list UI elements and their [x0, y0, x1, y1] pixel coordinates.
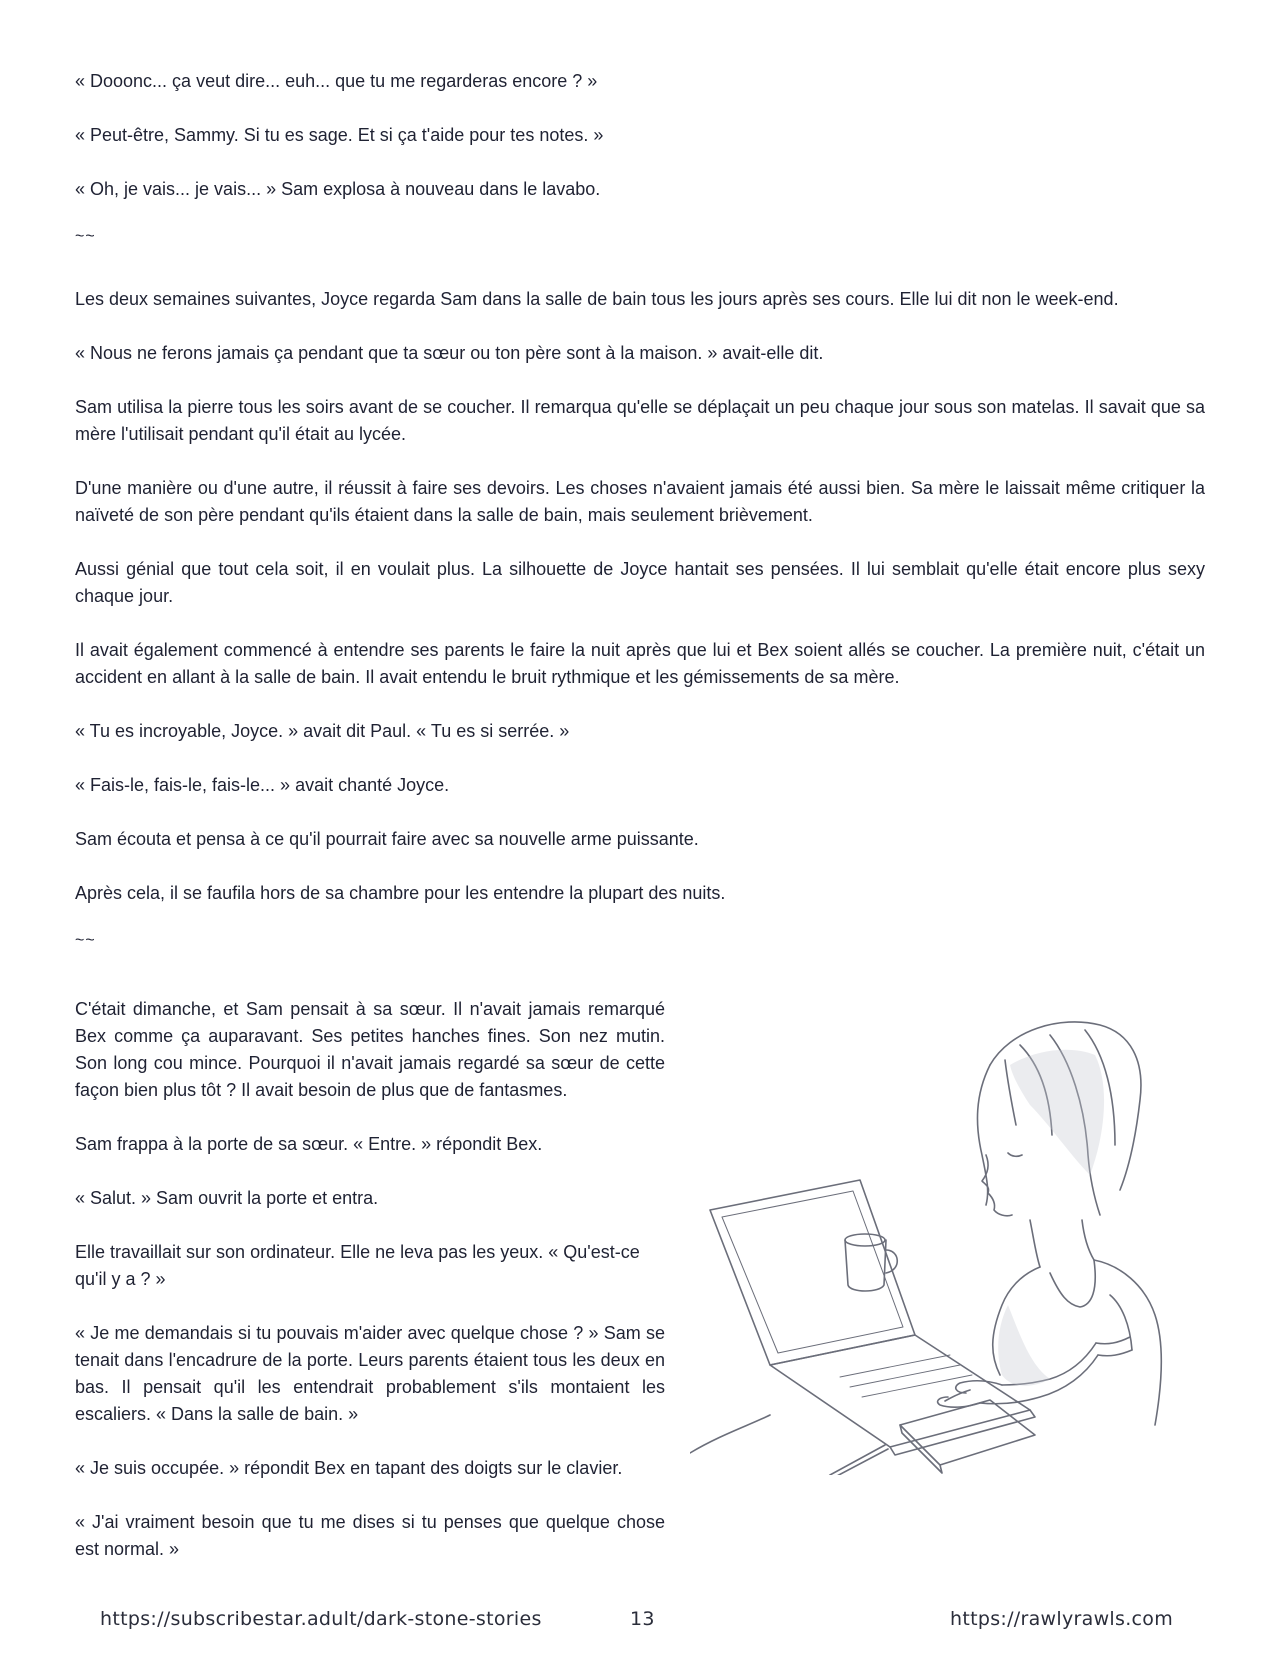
paragraph: Les deux semaines suivantes, Joyce regarda Sam dans la salle de bain tous les jours après ses cours. Elle lui dit non le week-end. [75, 289, 1119, 309]
paragraph: Sam frappa à la porte de sa sœur. « Entre. » répondit Bex. [75, 1134, 543, 1154]
paragraph: « Je me demandais si tu pouvais m'aider avec quelque chose ? » Sam se tenait dans l'encadrure de la porte. Leurs parents étaient tous les deux en bas. Il pensait qu'il les entendrait probablement s'ils montaient les escaliers. « Dans la salle de bain. » [75, 1323, 665, 1424]
paragraph: « Fais-le, fais-le, fais-le... » avait chanté Joyce. [75, 775, 450, 795]
paragraph: Aussi génial que tout cela soit, il en voulait plus. La silhouette de Joyce hantait ses pensées. Il lui semblait qu'elle était encore plus sexy chaque jour. [75, 559, 1205, 606]
paragraph: « Tu es incroyable, Joyce. » avait dit Paul. « Tu es si serrée. » [75, 721, 570, 741]
paragraph: « Peut-être, Sammy. Si tu es sage. Et si ça t'aide pour tes notes. » [75, 125, 604, 145]
footer-left-link[interactable]: https://subscribestar.adult/dark-stone-stories [100, 1608, 542, 1630]
section-separator: ~~ [75, 932, 96, 949]
paragraph: « Dooonc... ça veut dire... euh... que tu me regarderas encore ? » [75, 71, 598, 91]
paragraph: Il avait également commencé à entendre ses parents le faire la nuit après que lui et Bex soient allés se coucher. La première nuit, c'était un accident en allant à la salle de bain. Il avait entendu le bruit rythmique et les gémissements de sa mère. [75, 640, 1205, 687]
paragraph: Sam écouta et pensa à ce qu'il pourrait faire avec sa nouvelle arme puissante. [75, 829, 699, 849]
footer-right-link[interactable]: https://rawlyrawls.com [950, 1608, 1174, 1630]
illustration-girl-at-laptop [690, 1005, 1210, 1475]
paragraph: « Je suis occupée. » répondit Bex en tapant des doigts sur le clavier. [75, 1458, 623, 1478]
paragraph: « Oh, je vais... je vais... » Sam explosa à nouveau dans le lavabo. [75, 179, 601, 199]
paragraph: « Salut. » Sam ouvrit la porte et entra. [75, 1188, 379, 1208]
paragraph: C'était dimanche, et Sam pensait à sa sœur. Il n'avait jamais remarqué Bex comme ça auparavant. Ses petites hanches fines. Son nez mutin. Son long cou mince. Pourquoi il n'avait jamais regardé sa sœur de cette façon bien plus tôt ? Il avait besoin de plus que de fantasmes. [75, 999, 665, 1100]
paragraph: « J'ai vraiment besoin que tu me dises si tu penses que quelque chose est normal. » [75, 1512, 665, 1559]
paragraph: D'une manière ou d'une autre, il réussit à faire ses devoirs. Les choses n'avaient jamais été aussi bien. Sa mère le laissait même critiquer la naïveté de son père pendant qu'ils étaient dans la salle de bain, mais seulement brièvement. [75, 478, 1205, 525]
paragraph: Après cela, il se faufila hors de sa chambre pour les entendre la plupart des nuits. [75, 883, 726, 903]
paragraph: « Nous ne ferons jamais ça pendant que ta sœur ou ton père sont à la maison. » avait-elle dit. [75, 343, 824, 363]
section-separator: ~~ [75, 228, 96, 245]
paragraph: Sam utilisa la pierre tous les soirs avant de se coucher. Il remarqua qu'elle se déplaçait un peu chaque jour sous son matelas. Il savait que sa mère l'utilisait pendant qu'il était au lycée. [75, 397, 1205, 444]
paragraph: Elle travaillait sur son ordinateur. Elle ne leva pas les yeux. « Qu'est-ce qu'il y a ? » [75, 1242, 640, 1289]
page-number: 13 [630, 1608, 655, 1630]
